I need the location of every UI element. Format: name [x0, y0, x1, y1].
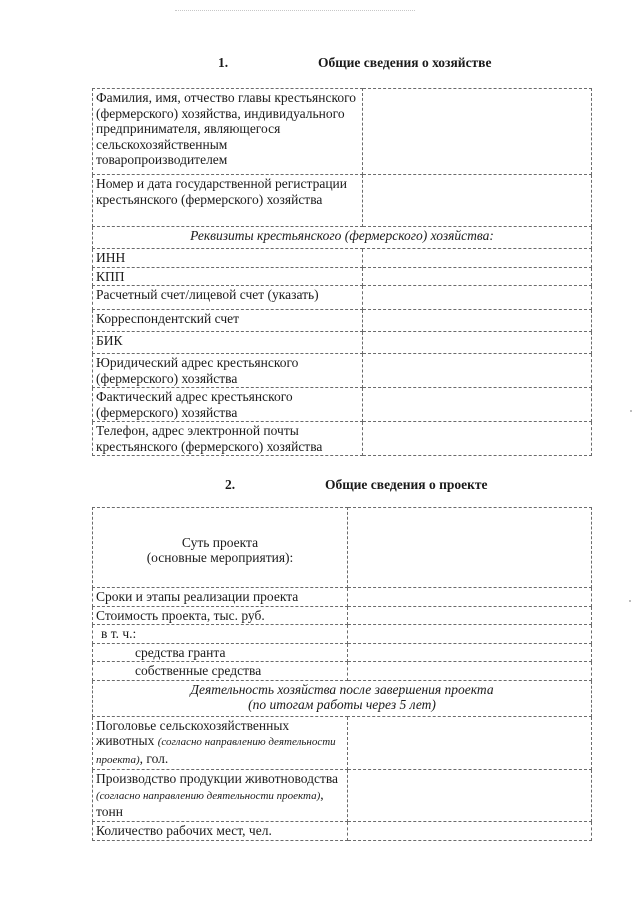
- table-row: [93, 267, 592, 286]
- value-cell[interactable]: [348, 508, 592, 588]
- table-row: [93, 175, 592, 227]
- value-cell[interactable]: [348, 625, 592, 644]
- section-2-number: 2.: [225, 477, 236, 492]
- table-row: [93, 716, 592, 770]
- activity-subheader-line2: (по итогам работы через 5 лет): [248, 697, 436, 712]
- value-cell[interactable]: [363, 267, 592, 286]
- table-row: [93, 310, 592, 332]
- value-cell[interactable]: [348, 662, 592, 681]
- row-label-cost: Стоимость проекта, тыс. руб.: [93, 606, 348, 625]
- table-row: [93, 508, 592, 588]
- value-cell[interactable]: [363, 175, 592, 227]
- value-cell[interactable]: [363, 89, 592, 175]
- table-row: [93, 332, 592, 354]
- row-label-bik: БИК: [93, 332, 363, 354]
- scan-speck: [629, 600, 631, 602]
- row-label-livestock: [93, 716, 348, 770]
- row-label-kpp: КПП: [93, 267, 363, 286]
- production-text: Производство продукции животноводства: [96, 771, 339, 786]
- requisites-subheader: Реквизиты крестьянского (фермерского) хозяйства:: [93, 227, 592, 249]
- row-label-registration: Номер и дата государственной регистрации крестьянского (фермерского) хозяйства: [93, 175, 363, 227]
- row-label-own-funds: собственные средства: [93, 662, 348, 681]
- value-cell[interactable]: [348, 588, 592, 607]
- table-row: [93, 89, 592, 175]
- row-label-contacts: Телефон, адрес электронной почты крестьянского (фермерского) хозяйства: [93, 422, 363, 456]
- row-label-actual-address: Фактический адрес крестьянского (фермерского) хозяйства: [93, 388, 363, 422]
- value-cell[interactable]: [348, 606, 592, 625]
- livestock-note: (согласно направлению деятельности проекта): [96, 736, 336, 766]
- value-cell[interactable]: [363, 286, 592, 310]
- row-label-grant-funds: средства гранта: [93, 643, 348, 662]
- value-cell[interactable]: [363, 388, 592, 422]
- farm-info-table: [92, 88, 592, 456]
- value-cell[interactable]: [363, 332, 592, 354]
- table-row: [93, 227, 592, 249]
- row-label-jobs: Количество рабочих мест, чел.: [93, 822, 348, 841]
- scan-speck: [630, 410, 632, 412]
- value-cell[interactable]: [363, 249, 592, 268]
- project-essence-line2: (основные мероприятия):: [146, 550, 294, 565]
- table-row: [93, 662, 592, 681]
- row-label-head-name: Фамилия, имя, отчество главы крестьянского (фермерского) хозяйства, индивидуального предпринимателя, являющегося сельскохозяйственным товаропроизводителем: [93, 89, 363, 175]
- livestock-text: Поголовье сельскохозяйственных животных: [96, 717, 290, 748]
- table-row: [93, 680, 592, 716]
- activity-subheader-line1: Деятельность хозяйства после завершения проекта: [190, 681, 494, 697]
- value-cell[interactable]: [363, 354, 592, 388]
- activity-subheader: [93, 680, 592, 716]
- table-row: [93, 822, 592, 841]
- scan-noise-line: [175, 10, 415, 15]
- project-essence-line1: Суть проекта: [181, 534, 259, 550]
- table-row: [93, 354, 592, 388]
- table-row: [93, 286, 592, 310]
- table-row: [93, 588, 592, 607]
- livestock-unit: , гол.: [139, 750, 169, 766]
- table-row: [93, 643, 592, 662]
- value-cell[interactable]: [348, 643, 592, 662]
- row-label-including: в т. ч.:: [93, 625, 348, 644]
- row-label-terms: Сроки и этапы реализации проекта: [93, 588, 348, 607]
- section-1-heading: [0, 53, 640, 73]
- section-1-title: Общие сведения о хозяйстве: [318, 55, 492, 70]
- row-label-corr-account: Корреспондентский счет: [93, 310, 363, 332]
- table-row: [93, 422, 592, 456]
- value-cell[interactable]: [348, 770, 592, 822]
- row-label-inn: ИНН: [93, 249, 363, 268]
- value-cell[interactable]: [348, 822, 592, 841]
- section-2-title: Общие сведения о проекте: [325, 477, 488, 492]
- section-1-number: 1.: [218, 55, 229, 70]
- production-note: (согласно направлению деятельности проекта): [96, 789, 321, 802]
- production-unit: , тонн: [96, 786, 324, 819]
- row-label-legal-address: Юридический адрес крестьянского (фермерского) хозяйства: [93, 354, 363, 388]
- table-row: [93, 625, 592, 644]
- table-row: [93, 770, 592, 822]
- table-row: [93, 249, 592, 268]
- project-info-table: [92, 507, 592, 841]
- value-cell[interactable]: [363, 422, 592, 456]
- value-cell[interactable]: [348, 716, 592, 770]
- row-label-production: [93, 770, 348, 822]
- row-label-account: Расчетный счет/лицевой счет (указать): [93, 286, 363, 310]
- value-cell[interactable]: [363, 310, 592, 332]
- table-row: [93, 606, 592, 625]
- section-2-heading: [0, 475, 640, 495]
- table-row: [93, 388, 592, 422]
- project-essence-label: [93, 508, 348, 588]
